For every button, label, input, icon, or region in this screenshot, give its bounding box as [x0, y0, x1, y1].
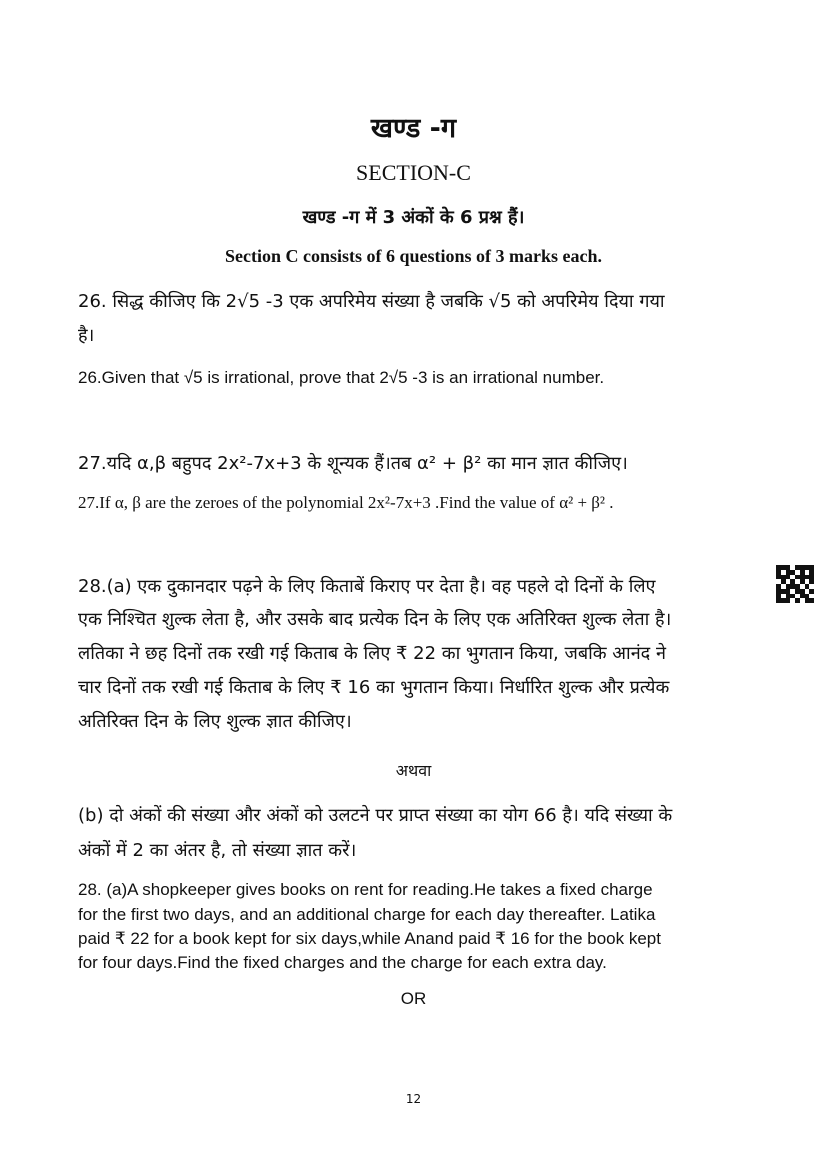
qr-code-icon	[776, 565, 814, 603]
section-instruction-hindi: खण्ड -ग में 3 अंकों के 6 प्रश्न हैं।	[302, 207, 525, 228]
q28b-hindi-line1: (b) दो अंकों की संख्या और अंकों को उलटने पर प्राप्त संख्या का योग 66 है। यदि संख्या के	[78, 805, 673, 826]
q28a-english-line2: for the first two days, and an additional charge for each day thereafter. Latika	[78, 905, 656, 924]
or-english: OR	[400, 989, 427, 1008]
q28a-hindi-line4: चार दिनों तक रखी गई किताब के लिए ₹ 16 का भुगतान किया। निर्धारित शुल्क और प्रत्येक	[78, 677, 670, 698]
q28a-hindi-line3: लतिका ने छह दिनों तक रखी गई किताब के लिए ₹ 22 का भुगतान किया, जबकि आनंद ने	[78, 643, 666, 664]
q26-hindi-line2: है।	[78, 325, 95, 346]
q28a-english-line1: 28. (a)A shopkeeper gives books on rent for reading.He takes a fixed charge	[78, 880, 653, 899]
section-title-english: SECTION-C	[356, 160, 471, 185]
page-number: 12	[405, 1092, 422, 1106]
q28a-hindi-line5: अतिरिक्त दिन के लिए शुल्क ज्ञात कीजिए।	[78, 711, 352, 732]
q28a-hindi-line1: 28.(a) एक दुकानदार पढ़ने के लिए किताबें किराए पर देता है। वह पहले दो दिनों के लिए	[78, 576, 656, 597]
section-instruction-english: Section C consists of 6 questions of 3 marks each.	[224, 246, 602, 266]
q27-hindi: 27.यदि α,β बहुपद 2x²-7x+3 के शून्यक हैं।तब α² + β² का मान ज्ञात कीजिए।	[78, 453, 628, 474]
q26-hindi-line1: 26. सिद्ध कीजिए कि 2√5 -3 एक अपरिमेय संख्या है जबकि √5 को अपरिमेय दिया गया	[78, 291, 665, 312]
q28b-hindi-line2: अंकों में 2 का अंतर है, तो संख्या ज्ञात करें।	[78, 840, 357, 861]
section-title-hindi: खण्ड -ग	[370, 113, 457, 144]
or-hindi: अथवा	[395, 761, 432, 780]
q28a-hindi-line2: एक निश्चित शुल्क लेता है, और उसके बाद प्रत्येक दिन के लिए एक अतिरिक्त शुल्क लेता है।	[78, 609, 672, 630]
q27-english: 27.If α, β are the zeroes of the polynomial 2x²-7x+3 .Find the value of α² + β² .	[78, 493, 614, 512]
q26-english: 26.Given that √5 is irrational, prove that 2√5 -3 is an irrational number.	[78, 368, 605, 387]
q28a-english-line4: for four days.Find the fixed charges and the charge for each extra day.	[78, 953, 607, 972]
q28a-english-line3: paid ₹ 22 for a book kept for six days,while Anand paid ₹ 16 for the book kept	[78, 929, 661, 948]
